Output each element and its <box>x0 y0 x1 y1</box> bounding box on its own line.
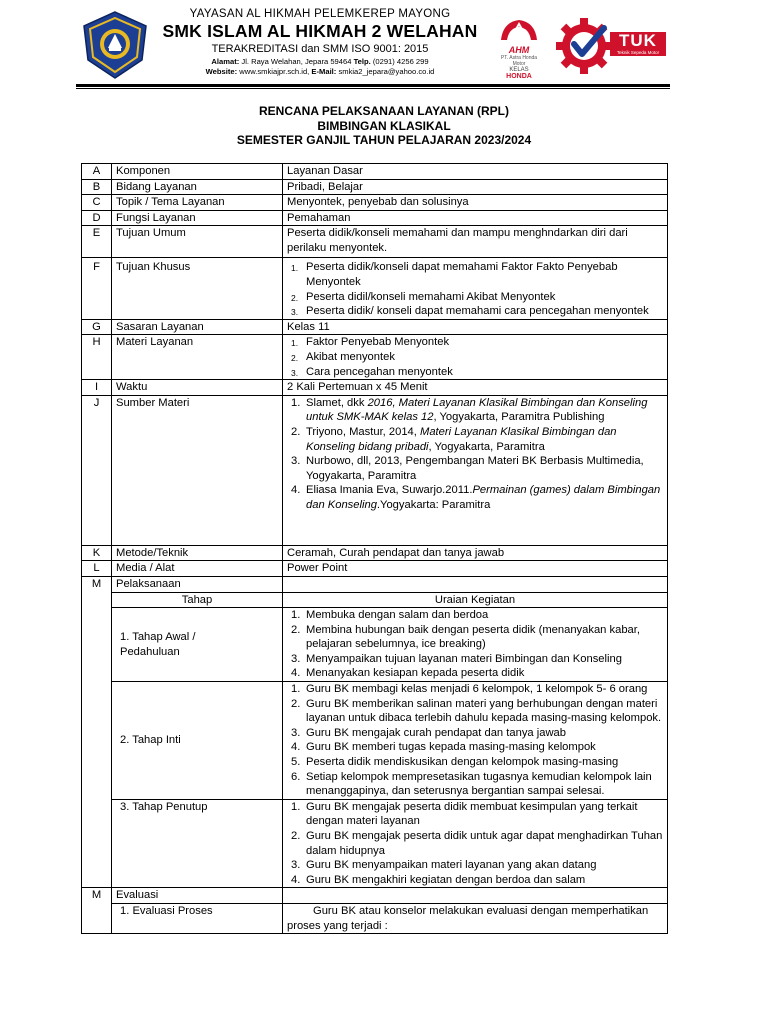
list-item-text: Peserta didil/konseli memahami Akibat Menyontek <box>306 290 556 303</box>
list-item-text: Guru BK memberi tugas kepada masing-masing kelompok <box>306 741 596 754</box>
row-code: C <box>82 195 112 211</box>
row-code: G <box>82 319 112 335</box>
row-code: J <box>82 395 112 545</box>
list-item: 1. Slamet, dkk 2016, Materi Layanan Klasikal Bimbingan dan Konseling untuk SMK-MAK kelas 12, Yogyakarta, Paramitra Publishing <box>291 396 648 424</box>
list-item-text: Guru BK mengakhiri kegiatan dengan berdoa dan salam <box>306 873 586 886</box>
row-label: Bidang Layanan <box>112 179 283 195</box>
row-label: Tujuan Khusus <box>112 258 283 319</box>
row-value: Ceramah, Curah pendapat dan tanya jawab <box>283 545 668 561</box>
evaluation-text: Guru BK atau konselor melakukan evaluasi dengan memperhatikan proses yang terjadi : <box>283 903 668 933</box>
address-label: Alamat: <box>211 57 240 66</box>
list-item-text: Guru BK menyampaikan materi layanan yang akan datang <box>306 859 597 872</box>
row-value: Pribadi, Belajar <box>283 179 668 195</box>
list-item-text: Guru BK membagi kelas menjadi 6 kelompok, 1 kelompok 5- 6 orang <box>306 683 648 696</box>
table-row <box>82 395 668 545</box>
tuk-logo <box>554 16 666 76</box>
table-row <box>82 380 668 396</box>
email-label: E-Mail: <box>311 67 337 76</box>
row-code: I <box>82 380 112 396</box>
core-list <box>287 682 663 799</box>
list-item-text: Cara pencegahan menyontek <box>306 365 453 378</box>
row-code: M <box>82 576 112 887</box>
row-code: B <box>82 179 112 195</box>
foundation-name: YAYASAN AL HIKMAH PELEMKEREP MAYONG <box>189 8 451 20</box>
table-row <box>82 903 668 933</box>
tuk-badge: TUK <box>610 32 666 56</box>
list-item-text: Guru BK mengajak curah pendapat dan tanya jawab <box>306 726 566 739</box>
list-item-text: Menyampaikan tujuan layanan materi Bimbingan dan Konseling <box>306 652 622 665</box>
list-item: 2. Guru BK mengajak peserta didik untuk agar dapat menghadirkan Tuhan dalam hidupnya <box>291 830 663 857</box>
table-row <box>82 164 668 180</box>
row-label: Media / Alat <box>112 561 283 577</box>
evaluation-name: 1. Evaluasi Proses <box>112 903 283 933</box>
list-item-text: Guru BK mengajak peserta didik untuk agar dapat menghadirkan Tuhan dalam hidupnya <box>306 830 663 857</box>
source-pre: Nurbowo, dll, 2013, Pengembangan Materi BK Berbasis Multimedia, Yogyakarta, Paramitra <box>306 455 644 482</box>
closing-list <box>287 800 663 888</box>
row-code: M <box>82 888 112 934</box>
row-code: H <box>82 335 112 380</box>
list-item: 3. Nurbowo, dll, 2013, Pengembangan Materi BK Berbasis Multimedia, Yogyakarta, Paramitra <box>291 455 644 482</box>
list-item-text: Faktor Penyebab Menyontek <box>306 336 450 349</box>
ahm-text: AHM <box>508 45 530 55</box>
title-line-3: SEMESTER GANJIL TAHUN PELAJARAN 2023/2024 <box>236 133 532 147</box>
material-list <box>287 335 663 379</box>
list-item: 6. Setiap kelompok mempresetasikan tugasnya kemudian kelompok lain menanggapinya, dan seterusnya bergantian sampai selesai. <box>291 770 652 798</box>
ahm-honda: HONDA <box>506 73 532 80</box>
list-item: 4. Menanyakan kesiapan kepada peserta didik <box>291 667 525 680</box>
address-line <box>160 57 480 66</box>
row-value <box>283 335 668 380</box>
specific-goals-list <box>287 260 663 318</box>
phone-label: Telp. <box>353 57 371 66</box>
source-pre: Triyono, Mastur, 2014, <box>306 425 420 438</box>
row-label: Tujuan Umum <box>112 226 283 258</box>
phone: (0291) 4256 299 <box>372 57 429 66</box>
source-title: 2016, Materi Layanan Klasikal Bimbingan dan Konseling untuk SMK-MAK kelas 12 <box>306 396 648 424</box>
stage-name: 3. Tahap Penutup <box>112 799 283 888</box>
activity-header: Uraian Kegiatan <box>283 592 668 608</box>
table-row <box>82 592 668 608</box>
row-value: Pemahaman <box>283 210 668 226</box>
source-pre: Eliasa Imania Eva, Suwarjo.2011. <box>306 484 473 497</box>
email: smkia2_jepara@yahoo.co.id <box>338 67 435 76</box>
row-code: L <box>82 561 112 577</box>
source-post: , Yogyakarta, Paramitra Publishing <box>433 411 605 424</box>
list-item: 3. Peserta didik/ konseli dapat memahami cara pencegahan menyontek <box>291 305 649 318</box>
source-post: .Yogyakarta: Paramitra <box>376 498 491 511</box>
document-title <box>0 104 768 148</box>
title-line-1: RENCANA PELAKSANAAN LAYANAN (RPL) <box>258 104 509 118</box>
website: www.smkiajpr.sch.id, <box>239 67 310 76</box>
list-item: 3. Guru BK menyampaikan materi layanan yang akan datang <box>291 859 597 872</box>
row-code: F <box>82 258 112 319</box>
stage-header: Tahap <box>112 592 283 608</box>
honda-wing-icon <box>497 18 541 44</box>
row-value: Kelas 11 <box>283 319 668 335</box>
list-item-text: Peserta didik/ konseli dapat memahami cara pencegahan menyontek <box>306 305 649 318</box>
list-item: 1. Membuka dengan salam dan berdoa <box>291 609 489 622</box>
table-row <box>82 179 668 195</box>
contact-line <box>160 67 480 76</box>
row-value: 2 Kali Pertemuan x 45 Menit <box>283 380 668 396</box>
source-title: Materi Layanan Klasikal Bimbingan dan Konseling bidang pribadi <box>306 425 617 453</box>
row-label: Evaluasi <box>112 888 283 904</box>
gear-check-icon <box>554 16 616 76</box>
letterhead <box>0 0 768 92</box>
school-name: SMK ISLAM AL HIKMAH 2 WELAHAN <box>162 21 478 41</box>
stage-activities <box>283 799 668 888</box>
list-item-text: Setiap kelompok mempresetasikan tugasnya kemudian kelompok lain menanggapinya, dan seterusnya bergantian sampai selesai. <box>306 770 652 798</box>
title-line-2: BIMBINGAN KLASIKAL <box>317 118 451 133</box>
table-row <box>82 682 668 800</box>
list-item-text: Membina hubungan baik dengan peserta didik (menanyakan kabar, pelajaran sebelumnya, ice breaking) <box>306 623 640 651</box>
list-item: 1. Guru BK mengajak peserta didik membuat kesimpulan yang terkait dengan materi layanan <box>291 800 638 828</box>
row-value <box>283 888 668 904</box>
row-label: Komponen <box>112 164 283 180</box>
stage-name: 1. Tahap Awal / Pedahuluan <box>112 608 283 682</box>
row-code: K <box>82 545 112 561</box>
row-value <box>283 395 668 545</box>
source-title: Permainan (games) dalam Bimbingan dan Konseling <box>306 484 661 511</box>
row-label: Metode/Teknik <box>112 545 283 561</box>
school-emblem-icon <box>80 10 150 80</box>
row-code: A <box>82 164 112 180</box>
opening-list <box>287 608 663 681</box>
letterhead-rule-thick <box>76 84 670 87</box>
list-item: 4. Eliasa Imania Eva, Suwarjo.2011.Permainan (games) dalam Bimbingan dan Konseling.Yogyakarta: Paramitra <box>291 484 661 511</box>
rpl-table <box>81 163 668 934</box>
table-row <box>82 319 668 335</box>
address: Jl. Raya Welahan, Jepara 59464 <box>241 57 352 66</box>
row-label: Sasaran Layanan <box>112 319 283 335</box>
row-value: Peserta didik/konseli memahami dan mampu menghndarkan diri dari perilaku menyontek. <box>283 226 668 258</box>
list-item-text: Menanyakan kesiapan kepada peserta didik <box>306 667 525 680</box>
list-item: 1. Peserta didik/konseli dapat memahami Faktor Fakto Penyebab Menyontek <box>291 261 618 288</box>
list-item: 4. Guru BK mengakhiri kegiatan dengan berdoa dan salam <box>291 873 586 886</box>
list-item-text: Peserta didik mendiskusikan dengan kelompok masing-masing <box>306 756 619 769</box>
row-label: Pelaksanaan <box>112 576 283 592</box>
source-list <box>287 396 663 513</box>
source-pre: Slamet, dkk <box>306 396 368 409</box>
table-row <box>82 561 668 577</box>
table-row <box>82 258 668 319</box>
row-label: Waktu <box>112 380 283 396</box>
table-row <box>82 576 668 592</box>
list-item: 3. Menyampaikan tujuan layanan materi Bimbingan dan Konseling <box>291 652 622 665</box>
row-label: Sumber Materi <box>112 395 283 545</box>
list-item-text: Akibat menyontek <box>306 350 395 363</box>
list-item-text: Peserta didik/konseli dapat memahami Faktor Fakto Penyebab Menyontek <box>306 261 618 288</box>
row-value: Power Point <box>283 561 668 577</box>
table-row <box>82 799 668 888</box>
row-value <box>283 576 668 592</box>
row-value: Menyontek, penyebab dan solusinya <box>283 195 668 211</box>
stage-activities <box>283 682 668 800</box>
table-row <box>82 210 668 226</box>
list-item: 2. Akibat menyontek <box>291 350 395 363</box>
row-label: Materi Layanan <box>112 335 283 380</box>
list-item-text: Membuka dengan salam dan berdoa <box>306 609 489 622</box>
accreditation: TERAKREDITASI dan SMM ISO 9001: 2015 <box>211 43 429 55</box>
list-item-text: Guru BK mengajak peserta didik membuat kesimpulan yang terkait dengan materi layanan <box>306 800 638 828</box>
list-item: 1. Faktor Penyebab Menyontek <box>291 336 450 349</box>
list-item: 4. Guru BK memberi tugas kepada masing-masing kelompok <box>291 741 596 754</box>
tuk-subtitle: Teknik Sepeda Motor <box>616 50 660 55</box>
table-row <box>82 226 668 258</box>
stage-name: 2. Tahap Inti <box>112 682 283 800</box>
website-label: Website: <box>205 67 238 76</box>
ahm-honda-logo <box>494 18 544 80</box>
list-item: 2. Triyono, Mastur, 2014, Materi Layanan Klasikal Bimbingan dan Konseling bidang pribadi, Yogyakarta, Paramitra <box>291 425 617 453</box>
ahm-subtitle: PT. Astra Honda Motor <box>500 55 538 67</box>
list-item: 2. Guru BK memberikan salinan materi yang berhubungan dengan materi layanan untuk dibaca terlebih dahulu kepada masing-masing kelompok. <box>291 697 662 725</box>
list-item: 5. Peserta didik mendiskusikan dengan kelompok masing-masing <box>291 756 619 769</box>
row-label: Fungsi Layanan <box>112 210 283 226</box>
row-code: E <box>82 226 112 258</box>
table-row <box>82 195 668 211</box>
letterhead-rule-thin <box>76 88 670 89</box>
table-row <box>82 335 668 380</box>
ahm-kelas: KELAS <box>509 67 529 73</box>
table-row <box>82 888 668 904</box>
row-code: D <box>82 210 112 226</box>
row-value <box>283 258 668 319</box>
row-value: Layanan Dasar <box>283 164 668 180</box>
row-label: Topik / Tema Layanan <box>112 195 283 211</box>
list-item-text: Guru BK memberikan salinan materi yang berhubungan dengan materi layanan untuk dibaca terlebih dahulu kepada masing-masing kelompok. <box>306 697 662 725</box>
table-row <box>82 545 668 561</box>
list-item: 2. Peserta didil/konseli memahami Akibat Menyontek <box>291 290 556 303</box>
list-item: 3. Guru BK mengajak curah pendapat dan tanya jawab <box>291 726 566 739</box>
stage-activities <box>283 608 668 682</box>
list-item: 1. Guru BK membagi kelas menjadi 6 kelompok, 1 kelompok 5- 6 orang <box>291 683 648 696</box>
list-item: 2. Membina hubungan baik dengan peserta didik (menanyakan kabar, pelajaran sebelumnya, ice breaking) <box>291 623 640 651</box>
table-row <box>82 608 668 682</box>
list-item: 3. Cara pencegahan menyontek <box>291 365 453 378</box>
source-post: , Yogyakarta, Paramitra <box>428 440 545 453</box>
